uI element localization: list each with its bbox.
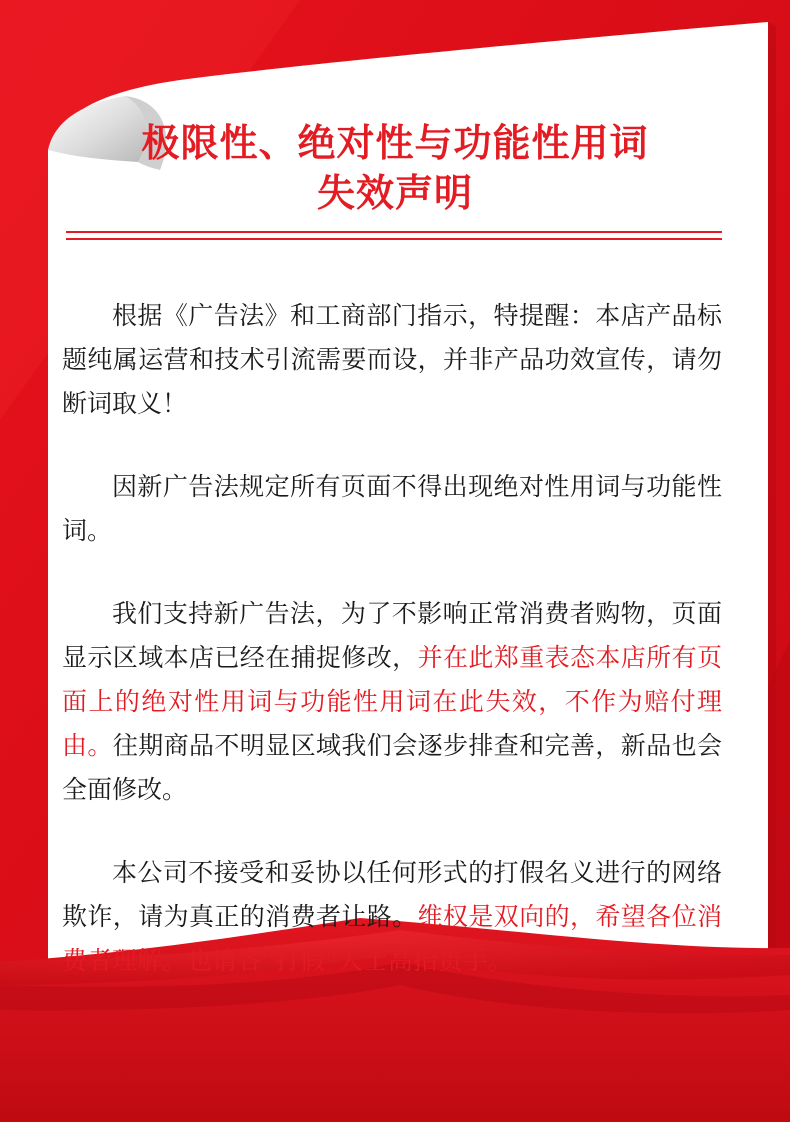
paragraph-text: 往期商品不明显区域我们会逐步排查和完善，新品也会全面修改。: [62, 731, 722, 804]
page-title: 极限性、绝对性与功能性用词: [141, 120, 649, 165]
paragraph-4: [62, 851, 722, 983]
paragraph-text: 本公司不接受和妥协以任何形式的打假名义进行的网络欺诈，请为真正的消费者让路。: [62, 858, 722, 931]
statement-body: [62, 294, 722, 1022]
paragraph-text: 因新广告法规定所有页面不得出现绝对性用词与功能性词。: [62, 472, 722, 545]
page-subtitle: 失效声明: [316, 170, 473, 215]
paragraph-3: [62, 592, 722, 812]
title-divider-bottom: [66, 238, 722, 240]
paragraph-1: [62, 294, 722, 426]
highlighted-text: 并在此郑重表态本店所有页面上的绝对性用词与功能性用词在此失效，不作为赔付理由。: [62, 643, 722, 760]
paragraph-text: 我们支持新广告法，为了不影响正常消费者购物，页面显示区域本店已经在捕捉修改，: [62, 599, 722, 672]
title-block: [60, 118, 730, 218]
paragraph-2: [62, 465, 722, 553]
paragraph-text: 根据《广告法》和工商部门指示，特提醒：本店产品标题纯属运营和技术引流需要而设，并非产品功效宣传，请勿断词取义！: [62, 301, 722, 418]
title-divider-top: [66, 231, 722, 233]
highlighted-text: 维权是双向的，希望各位消费者理解。也请各“打假”人士高抬贵手。: [62, 902, 722, 975]
